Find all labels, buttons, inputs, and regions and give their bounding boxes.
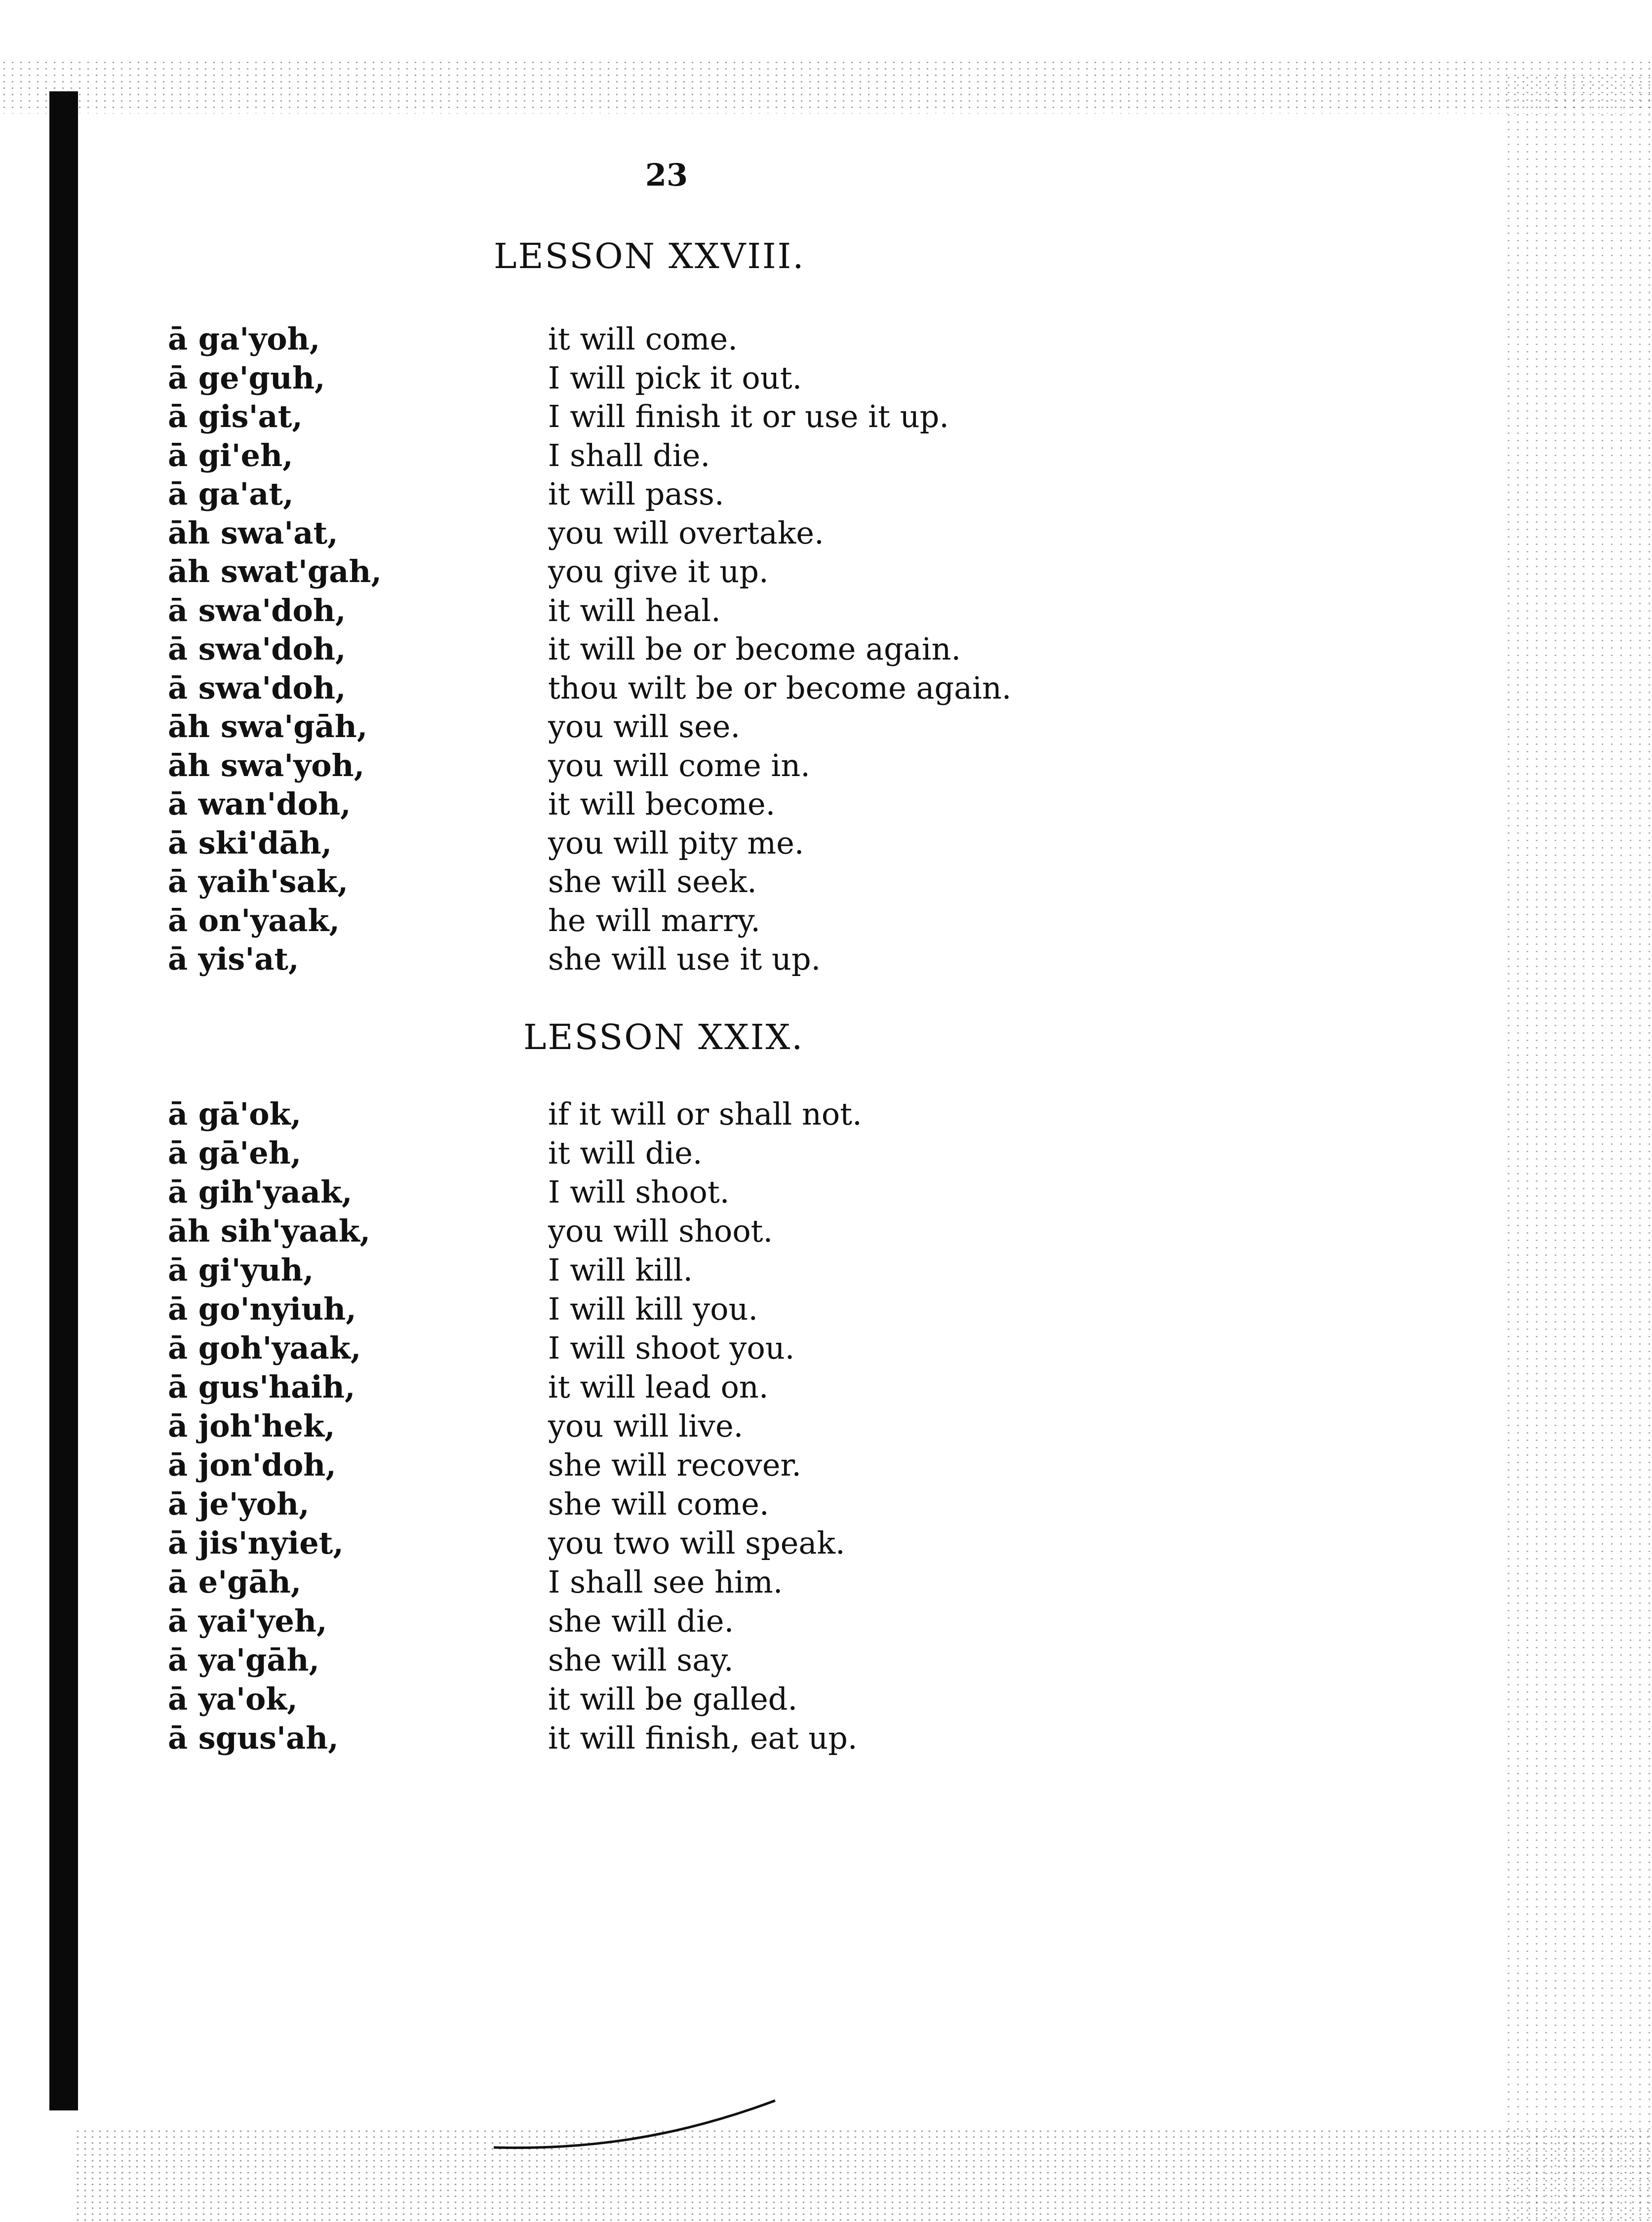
vocab-row — [0, 1330, 1086, 1369]
vocab-gloss: it will come. — [548, 321, 738, 357]
vocab-row — [0, 437, 1086, 477]
vocab-term: ā je'yoh, — [168, 1486, 310, 1522]
vocab-term: ā yaih'sak, — [168, 863, 349, 899]
lesson-28-title: LESSON XXVIII. — [494, 236, 805, 276]
vocab-row — [0, 747, 1086, 787]
vocab-gloss: I will kill. — [548, 1252, 693, 1288]
vocab-gloss: it will be galled. — [548, 1681, 798, 1717]
vocab-term: āh swat'gah, — [168, 553, 382, 589]
vocab-term: ā jis'nyiet, — [168, 1525, 344, 1561]
vocab-term: ā gi'yuh, — [168, 1252, 314, 1288]
vocab-gloss: he will marry. — [548, 902, 761, 938]
worn-top-edge — [0, 59, 1652, 114]
vocab-gloss: it will die. — [548, 1135, 703, 1171]
vocab-gloss: it will pass. — [548, 476, 724, 512]
vocab-term: ā ga'at, — [168, 476, 294, 512]
vocab-gloss: if it will or shall not. — [548, 1096, 862, 1132]
vocab-term: ā yis'at, — [168, 941, 299, 977]
vocab-term: ā swa'doh, — [168, 592, 346, 628]
vocab-gloss: it will be or become again. — [548, 631, 961, 667]
vocab-gloss: I will pick it out. — [548, 359, 802, 396]
vocab-row — [0, 476, 1086, 515]
vocab-term: ā jon'doh, — [168, 1447, 336, 1483]
vocab-gloss: she will die. — [548, 1603, 734, 1639]
vocab-row — [0, 708, 1086, 748]
vocab-gloss: she will say. — [548, 1642, 734, 1678]
vocab-row — [0, 1603, 1086, 1642]
vocab-gloss: I shall see him. — [548, 1564, 783, 1600]
page-number: 23 — [645, 157, 688, 193]
vocab-gloss: you will live. — [548, 1408, 744, 1444]
vocab-gloss: it will heal. — [548, 592, 721, 628]
vocab-gloss: I will kill you. — [548, 1291, 758, 1327]
vocab-gloss: she will use it up. — [548, 941, 821, 977]
worn-right-edge — [1504, 74, 1652, 2222]
vocab-gloss: she will come. — [548, 1486, 769, 1522]
vocab-term: āh swa'at, — [168, 514, 338, 551]
vocab-gloss: you give it up. — [548, 553, 769, 589]
vocab-term: ā gis'at, — [168, 398, 303, 434]
vocab-row — [0, 1291, 1086, 1330]
vocab-row — [0, 1486, 1086, 1525]
vocab-gloss: I will shoot. — [548, 1174, 730, 1210]
vocab-row — [0, 902, 1086, 942]
vocab-row — [0, 1135, 1086, 1174]
vocab-term: āh sih'yaak, — [168, 1213, 371, 1249]
vocab-gloss: I shall die. — [548, 437, 710, 473]
vocab-gloss: you will shoot. — [548, 1213, 773, 1249]
vocab-term: ā gā'ok, — [168, 1096, 302, 1132]
vocab-row — [0, 825, 1086, 864]
vocab-term: ā sgus'ah, — [168, 1720, 339, 1756]
vocab-term: ā joh'hek, — [168, 1408, 335, 1444]
vocab-row — [0, 1681, 1086, 1720]
vocab-term: ā wan'doh, — [168, 786, 351, 822]
vocab-term: āh swa'yoh, — [168, 747, 365, 783]
vocab-term: āh swa'gāh, — [168, 708, 368, 744]
vocab-term: ā gus'haih, — [168, 1369, 355, 1405]
vocab-row — [0, 631, 1086, 670]
vocab-gloss: you will come in. — [548, 747, 810, 783]
vocab-row — [0, 1642, 1086, 1681]
vocab-gloss: it will become. — [548, 786, 776, 822]
vocab-row — [0, 1174, 1086, 1213]
vocab-gloss: you two will speak. — [548, 1525, 845, 1561]
vocab-row — [0, 1564, 1086, 1603]
vocab-row — [0, 670, 1086, 709]
vocab-term: ā ga'yoh, — [168, 321, 320, 357]
vocab-row — [0, 592, 1086, 632]
vocab-gloss: she will recover. — [548, 1447, 802, 1483]
vocab-term: ā ski'dāh, — [168, 824, 332, 861]
vocab-row — [0, 360, 1086, 399]
vocab-row — [0, 1720, 1086, 1759]
vocab-row — [0, 1252, 1086, 1291]
vocab-gloss: you will overtake. — [548, 514, 824, 551]
vocab-term: ā swa'doh, — [168, 631, 346, 667]
vocab-row — [0, 321, 1086, 360]
worn-bottom-edge — [74, 2128, 1652, 2222]
vocab-term: ā ya'ok, — [168, 1681, 298, 1717]
vocab-term: ā ya'gāh, — [168, 1642, 320, 1678]
vocab-row — [0, 398, 1086, 438]
vocab-gloss: you will pity me. — [548, 824, 804, 861]
pen-stroke-mark — [489, 2098, 785, 2157]
vocab-row — [0, 515, 1086, 554]
vocab-gloss: thou wilt be or become again. — [548, 669, 1012, 706]
vocab-row — [0, 1369, 1086, 1408]
vocab-gloss: it will lead on. — [548, 1369, 769, 1405]
vocab-term: ā gih'yaak, — [168, 1174, 353, 1210]
vocab-term: ā gi'eh, — [168, 437, 293, 473]
vocab-term: ā go'nyiuh, — [168, 1291, 356, 1327]
vocab-row — [0, 941, 1086, 980]
vocab-gloss: I will finish it or use it up. — [548, 398, 949, 434]
vocab-row — [0, 786, 1086, 825]
vocab-term: ā goh'yaak, — [168, 1330, 361, 1366]
vocab-gloss: it will finish, eat up. — [548, 1720, 858, 1756]
vocab-row — [0, 1408, 1086, 1447]
vocab-gloss: she will seek. — [548, 863, 757, 899]
lesson-29-title: LESSON XXIX. — [523, 1017, 804, 1057]
vocab-row — [0, 863, 1086, 903]
vocab-row — [0, 1213, 1086, 1252]
vocab-term: ā yai'yeh, — [168, 1603, 327, 1639]
vocab-gloss: I will shoot you. — [548, 1330, 795, 1366]
vocab-row — [0, 553, 1086, 593]
vocab-term: ā swa'doh, — [168, 669, 346, 706]
vocab-row — [0, 1525, 1086, 1564]
vocab-term: ā ge'guh, — [168, 359, 325, 396]
vocab-term: ā e'gāh, — [168, 1564, 302, 1600]
vocab-row — [0, 1096, 1086, 1135]
vocab-row — [0, 1447, 1086, 1486]
vocab-gloss: you will see. — [548, 708, 741, 744]
vocab-term: ā on'yaak, — [168, 902, 340, 938]
vocab-term: ā gā'eh, — [168, 1135, 302, 1171]
